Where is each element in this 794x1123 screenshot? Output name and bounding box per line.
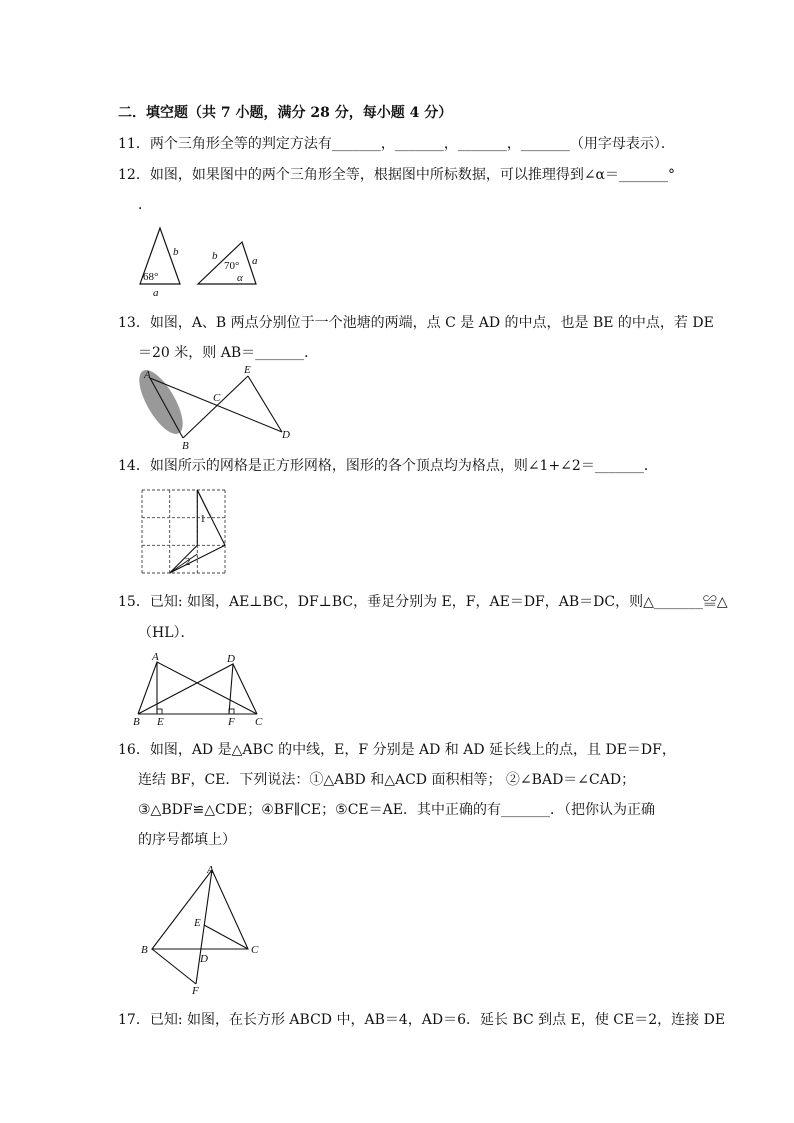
q12-left-label-angle: 68° — [143, 271, 159, 283]
q12-left-label-a: a — [153, 287, 159, 298]
question-13: 13．如图，A、B 两点分别位于一个池塘的两端，点 C 是 AD 的中点，也是 BE 的中点，若 DE — [118, 315, 714, 331]
q12-right-label-b: b — [212, 250, 218, 262]
question-15-line2: （HL）． — [138, 625, 195, 641]
q14-ray-2 — [170, 554, 198, 573]
question-16: 16．如图，AD 是△ABC 的中线，E，F 分别是 AD 和 AD 延长线上的点，且 DE＝DF， — [118, 742, 676, 758]
q15-label-a: A — [152, 651, 159, 663]
q16-label-d: D — [200, 953, 208, 965]
q15-label-e: E — [157, 716, 164, 728]
triangle-abc — [152, 870, 248, 949]
question-14: 14．如图所示的网格是正方形网格，图形的各个顶点均为格点，则∠1+∠2＝_______． — [118, 458, 658, 474]
right-angle-e — [157, 709, 162, 714]
question-16-line2: 连结 BF，CE．下列说法：①△ABD 和△ACD 面积相等； ②∠BAD＝∠CAD； — [138, 772, 636, 788]
section-title: 二．填空题（共 7 小题，满分 28 分，每小题 4 分） — [118, 105, 453, 121]
question-12-line2: ． — [138, 197, 152, 213]
q12-triangles-figure — [130, 222, 270, 298]
q16-label-a: A — [207, 864, 214, 876]
q13-label-b: B — [182, 440, 189, 452]
segment-be — [183, 376, 248, 438]
q15-figure — [128, 646, 268, 728]
q16-label-b: B — [141, 944, 148, 956]
q14-label-2: 2 — [185, 556, 191, 568]
q12-right-label-a: a — [252, 255, 258, 267]
question-17: 17．已知: 如图，在长方形 ABCD 中，AB＝4，AD＝6．延长 BC 到点 E，使 CE＝2，连接 DE — [118, 1012, 726, 1028]
q14-label-1: 1 — [200, 513, 206, 525]
q14-grid-figure — [138, 486, 230, 578]
question-11: 11．两个三角形全等的判定方法有_______，_______，_______，_______（用字母表示）． — [118, 136, 675, 152]
q13-pond-figure — [130, 362, 310, 452]
question-16-line4: 的序号都填上） — [138, 832, 236, 848]
question-15: 15．已知: 如图，AE⊥BC，DF⊥BC，垂足分别为 E，F，AE＝DF，AB＝DC，则△_______≌△ — [118, 594, 728, 610]
question-16-line3: ③△BDF≌△CDE；④BF∥CE；⑤CE＝AE．其中正确的有_______．（把你认为正确 — [138, 802, 655, 818]
segment-ed — [248, 376, 282, 432]
q15-outline — [138, 662, 257, 714]
q13-label-d: D — [282, 429, 290, 441]
pond-shape — [131, 364, 191, 440]
q15-label-b: B — [133, 716, 140, 728]
segment-bf — [152, 949, 196, 984]
segment-ce — [204, 925, 248, 949]
q15-label-d: D — [227, 653, 235, 665]
segment-dc — [233, 664, 257, 714]
q12-right-label-angle: 70° — [224, 260, 240, 272]
q13-label-c: C — [213, 392, 221, 404]
q15-label-f: F — [228, 716, 235, 728]
q16-figure — [134, 860, 274, 998]
q12-right-label-alpha: α — [237, 272, 243, 284]
question-13-line2: ＝20 米，则 AB＝_______． — [138, 345, 319, 361]
q16-label-c: C — [251, 944, 259, 956]
question-12: 12．如图，如果图中的两个三角形全等，根据图中所标数据，可以推理得到∠α＝_______° — [118, 167, 675, 183]
q16-label-f: F — [192, 985, 199, 997]
q12-left-label-b: b — [173, 246, 179, 258]
q15-label-c: C — [255, 716, 263, 728]
q13-label-e: E — [244, 364, 251, 376]
q13-label-a: A — [144, 369, 151, 381]
q16-label-e: E — [194, 917, 201, 929]
